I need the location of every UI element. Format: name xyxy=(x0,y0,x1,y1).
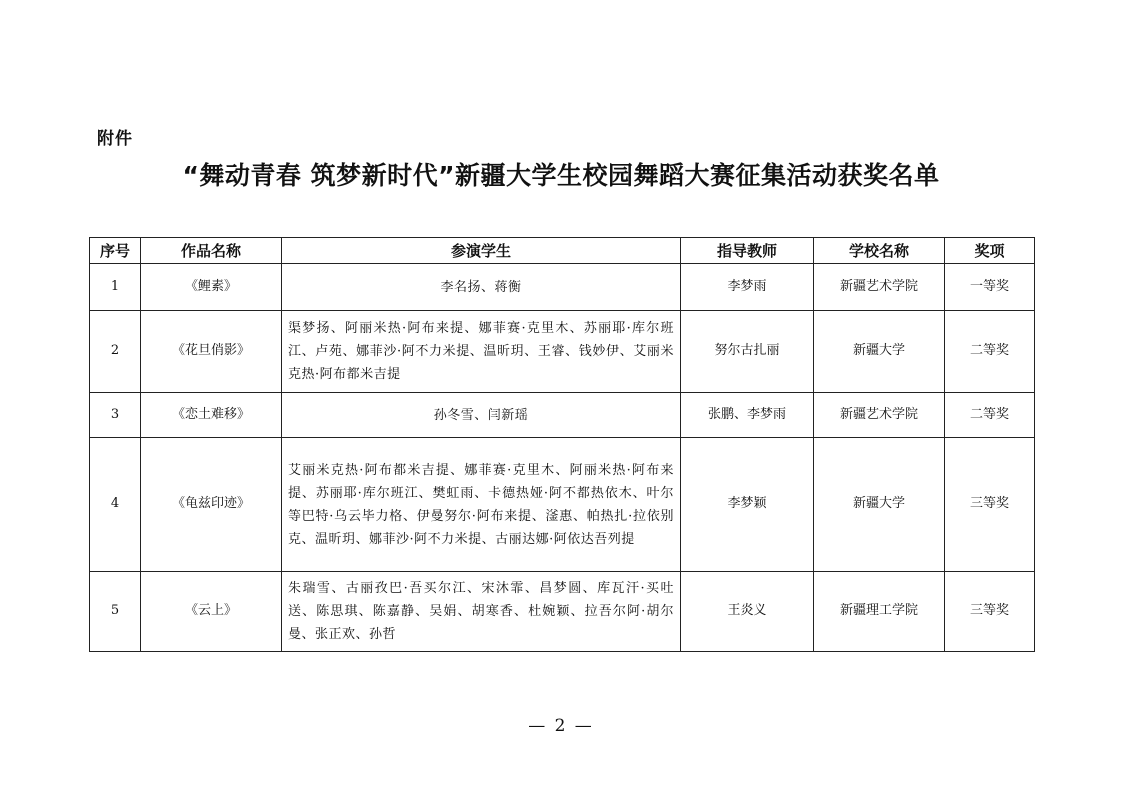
table-header-row xyxy=(90,238,1035,264)
cell-students: 孙冬雪、闫新瑶 xyxy=(282,393,681,438)
document-title: “舞动青春 筑梦新时代”新疆大学生校园舞蹈大赛征集活动获奖名单 xyxy=(182,161,940,190)
cell-no: 5 xyxy=(90,572,141,652)
header-work: 作品名称 xyxy=(141,238,282,264)
cell-award: 三等奖 xyxy=(945,572,1035,652)
awards-table xyxy=(89,237,1035,652)
cell-work: 《龟兹印迹》 xyxy=(141,438,282,572)
cell-school: 新疆大学 xyxy=(814,438,945,572)
cell-teacher: 王炎义 xyxy=(681,572,814,652)
cell-award: 三等奖 xyxy=(945,438,1035,572)
table-row xyxy=(90,264,1035,311)
header-no: 序号 xyxy=(90,238,141,264)
page-number: — 2 — xyxy=(528,716,594,736)
table-row xyxy=(90,393,1035,438)
cell-award: 一等奖 xyxy=(945,264,1035,311)
cell-school: 新疆艺术学院 xyxy=(814,264,945,311)
cell-no: 2 xyxy=(90,311,141,393)
cell-work: 《花旦俏影》 xyxy=(141,311,282,393)
cell-students: 李名扬、蒋衡 xyxy=(282,264,681,311)
attachment-label: 附件 xyxy=(97,129,133,149)
cell-teacher: 李梦雨 xyxy=(681,264,814,311)
cell-no: 1 xyxy=(90,264,141,311)
header-school: 学校名称 xyxy=(814,238,945,264)
table-row xyxy=(90,438,1035,572)
cell-no: 3 xyxy=(90,393,141,438)
cell-work: 《恋土难移》 xyxy=(141,393,282,438)
header-teacher: 指导教师 xyxy=(681,238,814,264)
cell-award: 二等奖 xyxy=(945,311,1035,393)
cell-teacher: 张鹏、李梦雨 xyxy=(681,393,814,438)
cell-work: 《鲤素》 xyxy=(141,264,282,311)
cell-teacher: 努尔古扎丽 xyxy=(681,311,814,393)
cell-work: 《云上》 xyxy=(141,572,282,652)
cell-school: 新疆艺术学院 xyxy=(814,393,945,438)
table-row xyxy=(90,572,1035,652)
header-award: 奖项 xyxy=(945,238,1035,264)
cell-no: 4 xyxy=(90,438,141,572)
cell-award: 二等奖 xyxy=(945,393,1035,438)
cell-school: 新疆大学 xyxy=(814,311,945,393)
table-row xyxy=(90,311,1035,393)
cell-school: 新疆理工学院 xyxy=(814,572,945,652)
cell-students: 渠梦扬、阿丽米热·阿布来提、娜菲赛·克里木、苏丽耶·库尔班江、卢苑、娜菲沙·阿不力米提、温昕玥、王睿、钱妙伊、艾丽米克热·阿布都米吉提 xyxy=(282,311,681,393)
cell-teacher: 李梦颖 xyxy=(681,438,814,572)
header-students: 参演学生 xyxy=(282,238,681,264)
cell-students: 朱瑞雪、古丽孜巴·吾买尔江、宋沐霏、昌梦圆、库瓦汗·买吐送、陈思琪、陈嘉静、吴娟、胡寒香、杜婉颖、拉吾尔阿·胡尔曼、张正欢、孙哲 xyxy=(282,572,681,652)
cell-students: 艾丽米克热·阿布都米吉提、娜菲赛·克里木、阿丽米热·阿布来提、苏丽耶·库尔班江、樊虹雨、卡德热娅·阿不都热依木、叶尔等巴特·乌云毕力格、伊曼努尔·阿布来提、滏惠、帕热扎·拉依别克、温昕玥、娜菲沙·阿不力米提、古丽达娜·阿依达吾列提 xyxy=(282,438,681,572)
